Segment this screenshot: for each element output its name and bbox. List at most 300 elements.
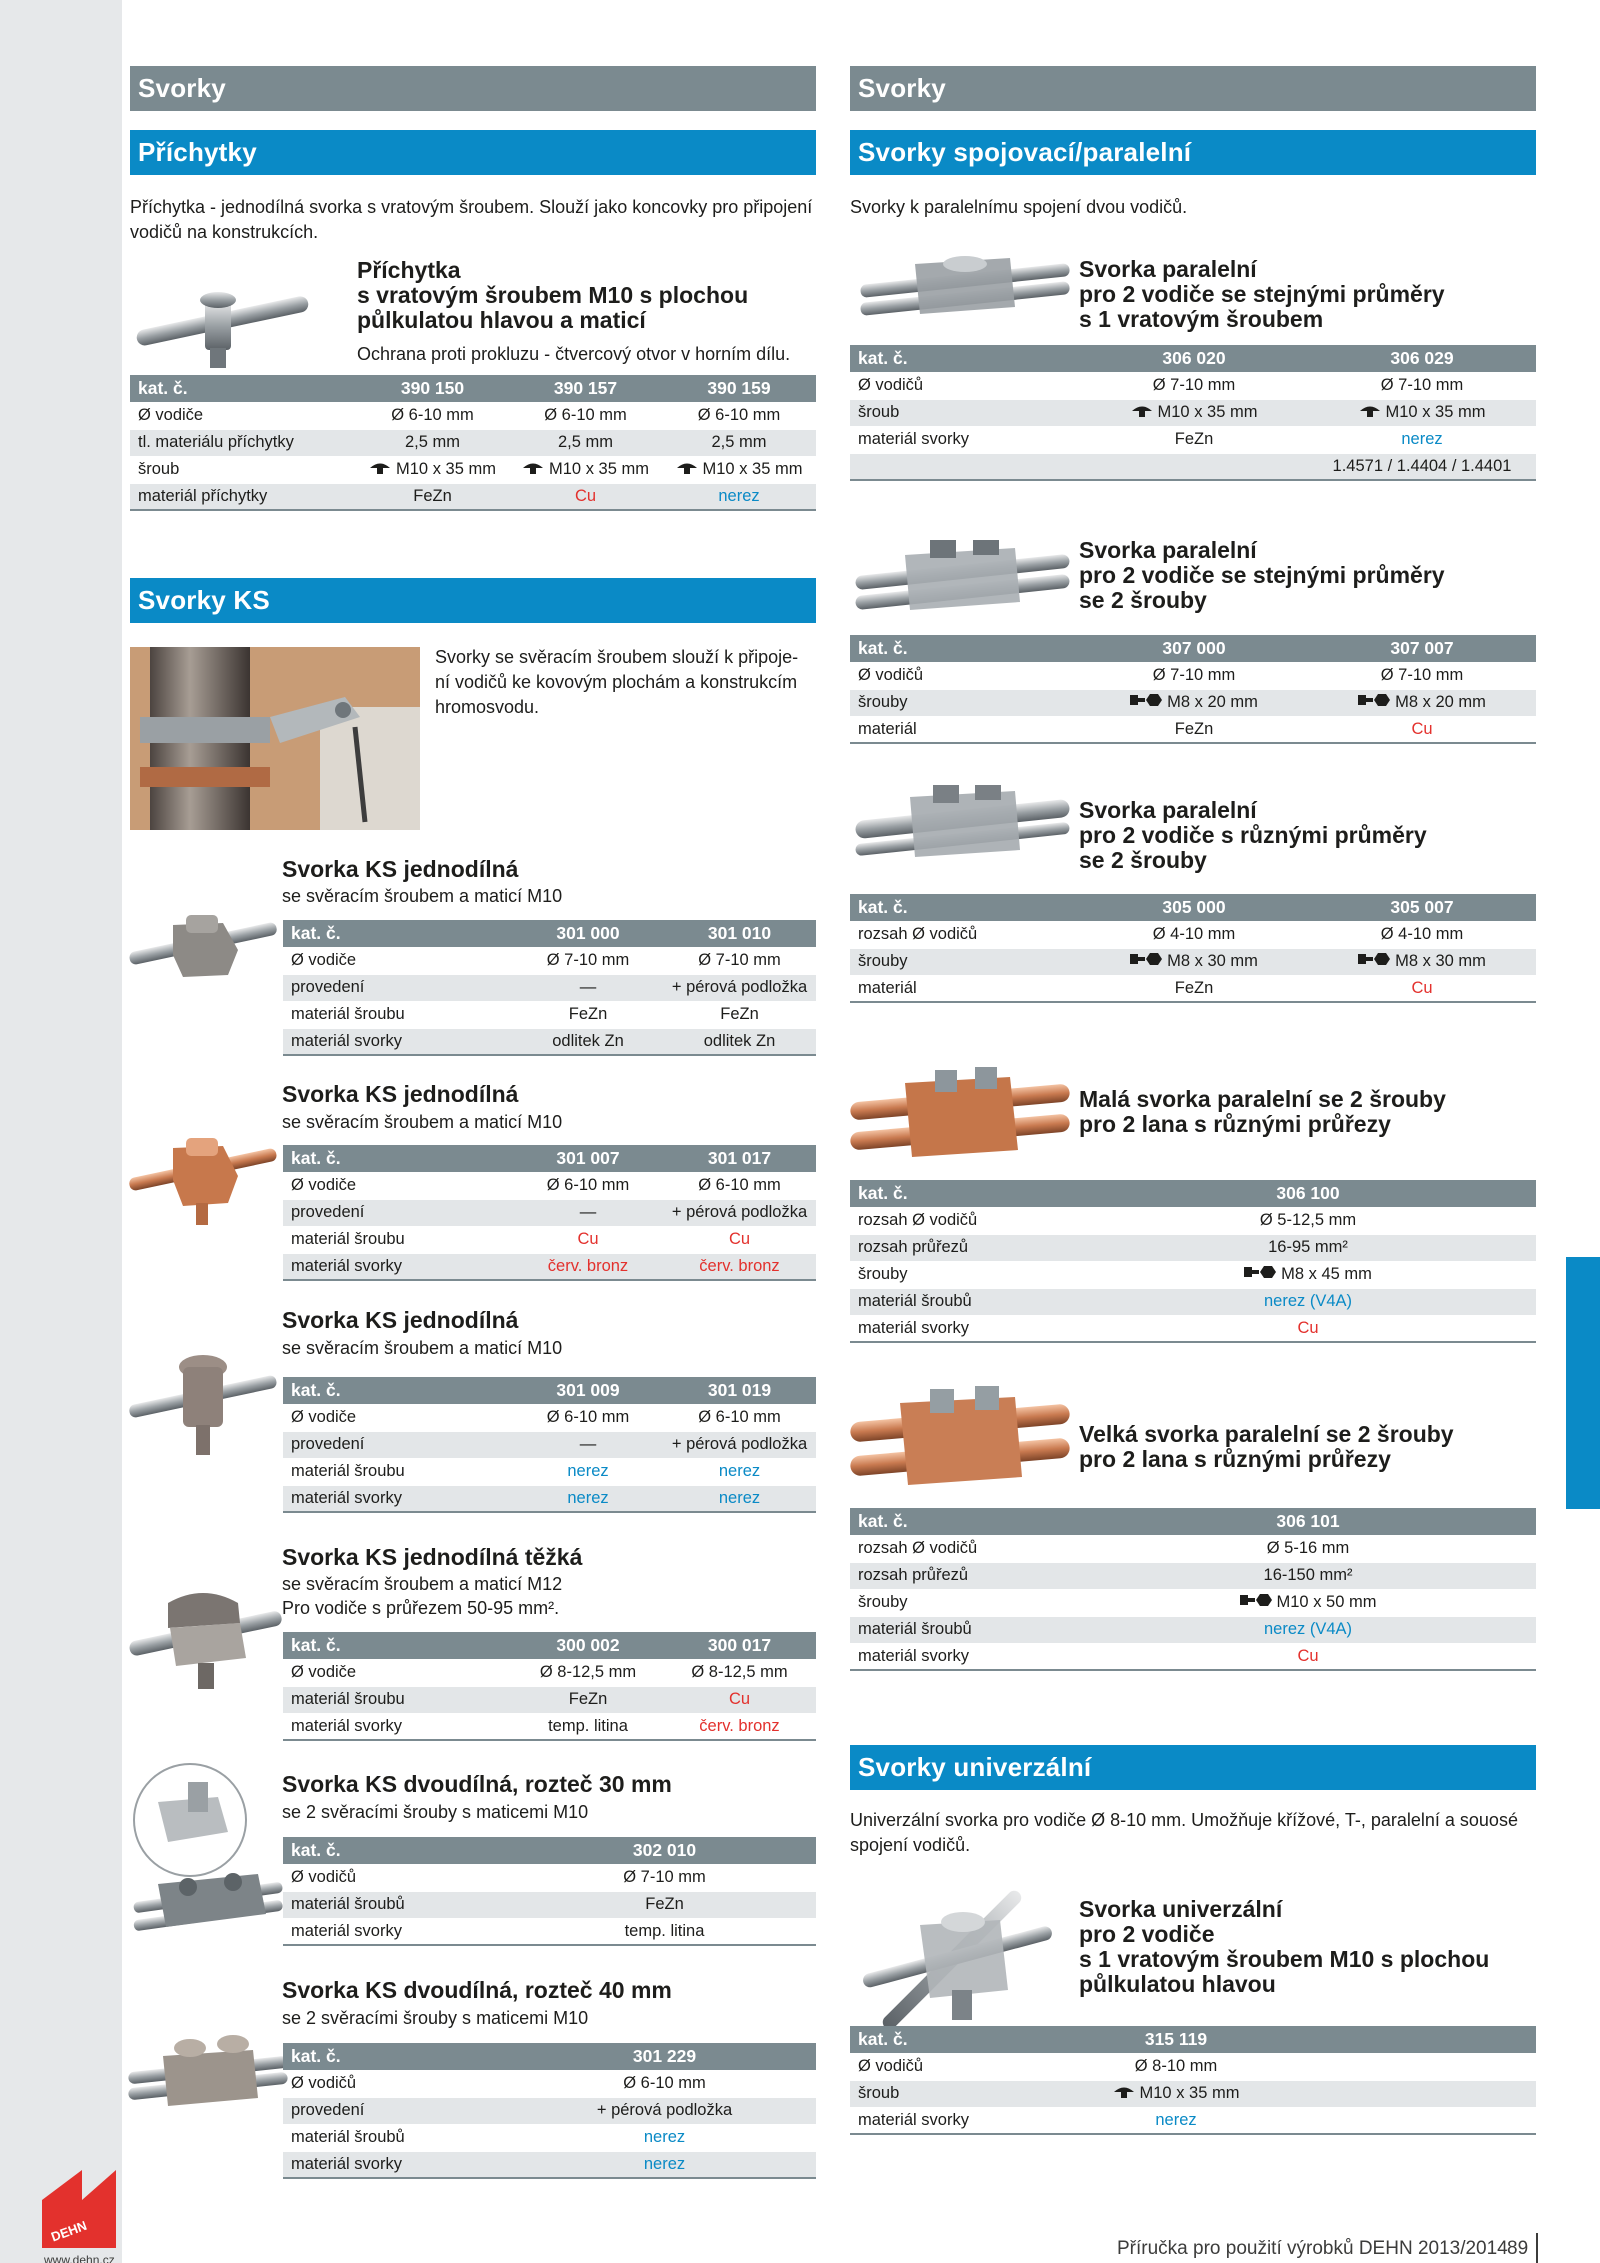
table-header-cell: 301 010 <box>663 920 816 947</box>
svorka-r3-title-line2: pro 2 vodiče s různými průměry <box>1079 822 1427 848</box>
cell: + pérová podložka <box>663 1199 816 1226</box>
cell: Ø 7-10 mm <box>513 947 663 974</box>
ks-intro-line2: ní vodičů ke kovovým plochám a konstrukcím <box>435 672 798 692</box>
cell: FeZn <box>663 1001 816 1028</box>
row-label: materiál svorky <box>283 2151 513 2178</box>
row-label: šrouby <box>850 948 1080 975</box>
ks-301009-photo <box>128 1345 278 1460</box>
ks-5-title: Svorka KS dvoudílná, rozteč 30 mm <box>282 1771 672 1797</box>
svorka-r3-title-line1: Svorka paralelní <box>1079 797 1257 823</box>
row-label: rozsah Ø vodičů <box>850 1535 1080 1562</box>
cell: 1.4571 / 1.4404 / 1.4401 <box>1308 453 1536 480</box>
table-row <box>283 1226 816 1253</box>
cell: červ. bronz <box>513 1253 663 1280</box>
row-label: materiál svorky <box>283 1485 513 1512</box>
ks-6-subtitle: se 2 svěracími šrouby s maticemi M10 <box>282 2008 589 2028</box>
table-row <box>283 1659 816 1686</box>
cell-text: M10 x 50 mm <box>1276 1592 1377 1611</box>
page-number: 89 <box>1507 2238 1529 2259</box>
table-header-cell: 306 020 <box>1080 345 1308 372</box>
row-label: materiál šroubu <box>283 1001 513 1028</box>
cell: 16-95 mm² <box>1080 1234 1536 1261</box>
table-row <box>850 1589 1536 1616</box>
cell-text: M8 x 45 mm <box>1281 1264 1372 1283</box>
cell: Ø 5-16 mm <box>1080 1535 1536 1562</box>
svorka-r4-spec-table <box>850 1180 1536 1343</box>
table-header-cell: 301 019 <box>663 1377 816 1404</box>
table-row <box>850 399 1536 426</box>
cell: FeZn <box>513 1686 663 1713</box>
cell: nerez <box>1308 426 1536 453</box>
table-row <box>850 1261 1536 1288</box>
ks-3-spec-table <box>283 1377 816 1513</box>
row-label: Ø vodiče <box>130 402 356 429</box>
table-header-cell: 390 157 <box>509 375 662 402</box>
table-header-cell: 300 017 <box>663 1632 816 1659</box>
table-header-cell: kat. č. <box>850 635 1080 662</box>
cell: nerez <box>663 1485 816 1512</box>
cell: FeZn <box>1080 426 1308 453</box>
cell: FeZn <box>1080 975 1308 1002</box>
table-row <box>283 1001 816 1028</box>
table-header-cell: 301 009 <box>513 1377 663 1404</box>
hex-bolt-nut-icon <box>1130 693 1162 712</box>
left-margin-strip <box>0 0 122 2263</box>
cell <box>1080 689 1308 716</box>
row-label: šroub <box>130 456 356 483</box>
svorka-r5-title-line1: Velká svorka paralelní se 2 šrouby <box>1079 1421 1454 1447</box>
cell: Ø 6-10 mm <box>663 1172 816 1199</box>
carriage-bolt-icon <box>1359 403 1381 422</box>
table-header-cell: 301 007 <box>513 1145 663 1172</box>
cell: Ø 6-10 mm <box>513 1404 663 1431</box>
table-row <box>283 2070 816 2097</box>
table-header-cell: kat. č. <box>283 2043 513 2070</box>
ks-2-subtitle: se svěracím šroubem a maticí M10 <box>282 1112 563 1132</box>
cell: Cu <box>663 1226 816 1253</box>
cell: odlitek Zn <box>663 1028 816 1055</box>
svorka-r5-spec-table <box>850 1508 1536 1671</box>
table-row <box>283 1431 816 1458</box>
svorka-r4-title-line2: pro 2 lana s různými průřezy <box>1079 1111 1391 1137</box>
row-label: šrouby <box>850 1589 1080 1616</box>
table-header-cell: 301 229 <box>513 2043 816 2070</box>
ks-301000-photo <box>128 895 278 995</box>
row-label: materiál <box>850 975 1080 1002</box>
cell: červ. bronz <box>663 1713 816 1740</box>
svorka-r2-title-line2: pro 2 vodiče se stejnými průměry <box>1079 562 1445 588</box>
cell: FeZn <box>513 1891 816 1918</box>
ks-1-spec-table <box>283 920 816 1056</box>
row-label: materiál svorky <box>850 1643 1080 1670</box>
table-row <box>850 1535 1536 1562</box>
table-row <box>283 1028 816 1055</box>
cell-text: M8 x 30 mm <box>1395 951 1486 970</box>
table-row <box>850 426 1536 453</box>
prichytka-spec-table <box>130 375 816 511</box>
cell: červ. bronz <box>663 1253 816 1280</box>
cell: 2,5 mm <box>356 429 509 456</box>
table-header-cell: 300 002 <box>513 1632 663 1659</box>
table-row <box>130 483 816 510</box>
chapter-tab-marker <box>1566 1257 1600 1509</box>
table-row <box>283 1686 816 1713</box>
cell-text: M8 x 20 mm <box>1395 692 1486 711</box>
table-row <box>283 974 816 1001</box>
row-label: rozsah průřezů <box>850 1234 1080 1261</box>
svorka-306020-photo <box>860 252 1070 332</box>
cell: FeZn <box>513 1001 663 1028</box>
table-header-cell: kat. č. <box>850 2026 1080 2053</box>
table-row <box>283 2151 816 2178</box>
svorka-r6-title-line4: půlkulatou hlavou <box>1079 1971 1276 1997</box>
row-label: Ø vodičů <box>283 2070 513 2097</box>
ks-301007-photo <box>128 1118 278 1228</box>
dehn-logo-icon <box>42 2140 116 2248</box>
table-header-cell: kat. č. <box>283 1377 513 1404</box>
table-header-cell: kat. č. <box>283 1145 513 1172</box>
row-label: šroub <box>850 399 1080 426</box>
ks-6-spec-table <box>283 2043 816 2179</box>
table-row <box>283 1918 816 1945</box>
carriage-bolt-icon <box>1131 403 1153 422</box>
table-row <box>283 1485 816 1512</box>
row-label: Ø vodiče <box>283 1404 513 1431</box>
svorka-r6-title-line3: s 1 vratovým šroubem M10 s plochou <box>1079 1946 1490 1972</box>
table-header-cell: 305 007 <box>1308 894 1536 921</box>
cell: nerez <box>513 2151 816 2178</box>
table-row <box>283 1404 816 1431</box>
svorka-r1-spec-table <box>850 345 1536 481</box>
row-label: materiál šroubů <box>850 1288 1080 1315</box>
cell-text: M10 x 35 mm <box>702 459 803 478</box>
cell: Ø 7-10 mm <box>1308 372 1536 399</box>
svorka-306101-photo <box>850 1385 1070 1495</box>
prichytky-intro: Příchytka - jednodílná svorka s vratovým šroubem. Slouží jako koncovky pro připojení vodičů na konstrukcích. <box>130 197 813 242</box>
row-label: šroub <box>850 2080 1080 2107</box>
cell: — <box>513 1431 663 1458</box>
cell: Cu <box>513 1226 663 1253</box>
table-header-cell: kat. č. <box>283 1837 513 1864</box>
row-label: materiál svorky <box>283 1713 513 1740</box>
svorka-r3-title <box>1079 798 1427 873</box>
cell: 2,5 mm <box>662 429 816 456</box>
row-label: šrouby <box>850 689 1080 716</box>
ks-4-note: Pro vodiče s průřezem 50-95 mm². <box>282 1598 560 1618</box>
section-header-univerzalni: Svorky univerzální <box>850 1745 1536 1790</box>
cell: temp. litina <box>513 1918 816 1945</box>
table-row <box>283 1458 816 1485</box>
svorka-r1-title-line1: Svorka paralelní <box>1079 256 1257 282</box>
page-number-divider <box>1536 2233 1538 2263</box>
cell: FeZn <box>1080 716 1308 743</box>
table-header-cell: 306 029 <box>1308 345 1536 372</box>
row-label: rozsah průřezů <box>850 1562 1080 1589</box>
table-row <box>850 716 1536 743</box>
row-label: materiál svorky <box>850 2107 1080 2134</box>
cell: Ø 6-10 mm <box>662 402 816 429</box>
table-row <box>850 975 1536 1002</box>
prichytka-title <box>357 258 748 333</box>
footer-title: Příručka pro použití výrobků DEHN 2013/2014 <box>1117 2238 1508 2259</box>
prichytka-subtitle: Ochrana proti prokluzu - čtvercový otvor v horním dílu. <box>357 344 791 364</box>
hex-bolt-nut-icon <box>1358 952 1390 971</box>
row-label: Ø vodičů <box>283 1864 513 1891</box>
cell: nerez <box>1080 2107 1272 2134</box>
hex-bolt-nut-icon <box>1240 1593 1272 1612</box>
row-label: rozsah Ø vodičů <box>850 1207 1080 1234</box>
svorka-r2-title-line3: se 2 šrouby <box>1079 587 1207 613</box>
cell: Cu <box>509 483 662 510</box>
table-row <box>850 1315 1536 1342</box>
row-label: materiál svorky <box>283 1028 513 1055</box>
row-label: tl. materiálu příchytky <box>130 429 356 456</box>
table-row <box>850 2080 1536 2107</box>
table-row <box>850 662 1536 689</box>
table-header-cell: 390 150 <box>356 375 509 402</box>
cell: Ø 8-10 mm <box>1080 2053 1272 2080</box>
row-label: Ø vodičů <box>850 2053 1080 2080</box>
row-label: materiál svorky <box>850 426 1080 453</box>
svorka-r6-title-line2: pro 2 vodiče <box>1079 1921 1215 1947</box>
svorka-305000-photo <box>855 785 1070 870</box>
hex-bolt-nut-icon <box>1244 1265 1276 1284</box>
ks-3-title: Svorka KS jednodílná <box>282 1307 519 1333</box>
row-label <box>850 453 1080 480</box>
website-url: www.dehn.cz <box>44 2253 115 2263</box>
cell: Cu <box>1308 975 1536 1002</box>
cell <box>1308 689 1536 716</box>
ks-300002-photo <box>128 1578 283 1693</box>
table-header-cell: 306 100 <box>1080 1180 1536 1207</box>
row-label: Ø vodiče <box>283 947 513 974</box>
spojovaci-intro: Svorky k paralelnímu spojení dvou vodičů. <box>850 197 1188 217</box>
cell: + pérová podložka <box>513 2097 816 2124</box>
prichytka-title-line2: s vratovým šroubem M10 s plochou <box>357 282 749 308</box>
table-header-cell-empty <box>1272 2026 1536 2053</box>
cell-text: M10 x 35 mm <box>1157 402 1258 421</box>
carriage-bolt-icon <box>522 460 544 479</box>
svorka-r4-title-line1: Malá svorka paralelní se 2 šrouby <box>1079 1086 1446 1112</box>
section-header-spojovaci: Svorky spojovací/paralelní <box>850 130 1536 175</box>
table-row <box>850 453 1536 480</box>
cell <box>1080 1589 1536 1616</box>
cell: nerez <box>513 1458 663 1485</box>
table-header-cell: 302 010 <box>513 1837 816 1864</box>
table-row <box>850 2053 1536 2080</box>
table-row <box>130 429 816 456</box>
cell: odlitek Zn <box>513 1028 663 1055</box>
svorka-r5-title-line2: pro 2 lana s různými průřezy <box>1079 1446 1391 1472</box>
svorka-r4-title <box>1079 1087 1446 1137</box>
table-header-cell: kat. č. <box>850 1508 1080 1535</box>
cell <box>1080 948 1308 975</box>
svorka-r2-title-line1: Svorka paralelní <box>1079 537 1257 563</box>
cell <box>1308 399 1536 426</box>
ks-2-title: Svorka KS jednodílná <box>282 1081 519 1107</box>
table-header-cell: 315 119 <box>1080 2026 1272 2053</box>
cell: nerez <box>663 1458 816 1485</box>
svorka-r1-title-line3: s 1 vratovým šroubem <box>1079 306 1324 332</box>
row-label: Ø vodičů <box>850 662 1080 689</box>
row-label: materiál šroubů <box>850 1616 1080 1643</box>
ks-5-subtitle: se 2 svěracími šrouby s maticemi M10 <box>282 1802 589 1822</box>
table-header-cell: 305 000 <box>1080 894 1308 921</box>
ks-5-spec-table <box>283 1837 816 1946</box>
svorka-r1-title <box>1079 257 1445 332</box>
svorka-r2-title <box>1079 538 1445 613</box>
univerzalni-intro: Univerzální svorka pro vodiče Ø 8-10 mm. Umožňuje křížové, T-, paralelní a souosé spojení vodičů. <box>850 1810 1518 1855</box>
cell: nerez <box>513 2124 816 2151</box>
row-label: materiál šroubů <box>283 2124 513 2151</box>
ks-1-subtitle: se svěracím šroubem a maticí M10 <box>282 886 563 906</box>
cell: Ø 4-10 mm <box>1080 921 1308 948</box>
cell: Ø 4-10 mm <box>1308 921 1536 948</box>
ks-installation-photo <box>130 647 420 830</box>
row-label: materiál šroubu <box>283 1226 513 1253</box>
cell: — <box>513 1199 663 1226</box>
cell-text: M10 x 35 mm <box>396 459 496 478</box>
table-header-cell: 307 007 <box>1308 635 1536 662</box>
prichytka-title-line3: půlkulatou hlavou a maticí <box>357 307 646 333</box>
section-header-svorky-ks: Svorky KS <box>130 578 816 623</box>
table-header-cell: 306 101 <box>1080 1508 1536 1535</box>
table-header-cell: 390 159 <box>662 375 816 402</box>
cell-text: M8 x 20 mm <box>1167 692 1258 711</box>
table-row <box>850 1234 1536 1261</box>
cell: Ø 6-10 mm <box>513 2070 816 2097</box>
svorka-r3-title-line3: se 2 šrouby <box>1079 847 1207 873</box>
cell: 2,5 mm <box>509 429 662 456</box>
table-row <box>283 1253 816 1280</box>
table-header-cell: 301 017 <box>663 1145 816 1172</box>
table-row <box>283 2124 816 2151</box>
row-label: materiál svorky <box>850 1315 1080 1342</box>
ks-intro <box>435 645 815 720</box>
cell <box>1308 948 1536 975</box>
table-row <box>850 1207 1536 1234</box>
table-row <box>283 1891 816 1918</box>
ks-4-title: Svorka KS jednodílná těžká <box>282 1544 583 1570</box>
cell: Ø 7-10 mm <box>513 1864 816 1891</box>
svorka-r2-spec-table <box>850 635 1536 744</box>
table-header-cell: kat. č. <box>850 1180 1080 1207</box>
table-row <box>283 1172 816 1199</box>
cell: Cu <box>663 1686 816 1713</box>
cell: 16-150 mm² <box>1080 1562 1536 1589</box>
table-row <box>850 689 1536 716</box>
row-label: materiál svorky <box>283 1918 513 1945</box>
table-row <box>283 1864 816 1891</box>
cell: nerez (V4A) <box>1080 1616 1536 1643</box>
row-label: materiál šroubů <box>283 1891 513 1918</box>
cell: Cu <box>1080 1315 1536 1342</box>
row-label: provedení <box>283 1431 513 1458</box>
table-row <box>850 1616 1536 1643</box>
cell: nerez <box>513 1485 663 1512</box>
cell <box>1080 453 1308 480</box>
table-row <box>850 1643 1536 1670</box>
row-label: materiál <box>850 716 1080 743</box>
cell-text: M10 x 35 mm <box>549 459 649 478</box>
cell-text: M10 x 35 mm <box>1385 402 1486 421</box>
table-row <box>283 1713 816 1740</box>
svorka-r5-title <box>1079 1422 1454 1472</box>
cell <box>662 456 816 483</box>
table-row <box>850 921 1536 948</box>
ks-4-subtitle: se svěracím šroubem a maticí M12 <box>282 1574 563 1594</box>
svorka-r3-spec-table <box>850 894 1536 1003</box>
table-header-cell: kat. č. <box>850 345 1080 372</box>
table-header-cell: 307 000 <box>1080 635 1308 662</box>
cell-text: M10 x 35 mm <box>1139 2083 1240 2102</box>
cell: Cu <box>1080 1643 1536 1670</box>
row-label: Ø vodičů <box>850 372 1080 399</box>
cell: Ø 7-10 mm <box>663 947 816 974</box>
row-label: materiál šroubu <box>283 1458 513 1485</box>
table-header-cell: kat. č. <box>850 894 1080 921</box>
ks-302010-photo <box>128 1762 288 1942</box>
section-header-svorky-left: Svorky <box>130 66 816 111</box>
cell: temp. litina <box>513 1713 663 1740</box>
carriage-bolt-icon <box>676 460 698 479</box>
table-row <box>850 1288 1536 1315</box>
cell: Ø 8-12,5 mm <box>513 1659 663 1686</box>
ks-intro-line3: hromosvodu. <box>435 697 540 717</box>
carriage-bolt-icon <box>369 460 391 479</box>
cell: — <box>513 974 663 1001</box>
section-header-prichytky: Příchytky <box>130 130 816 175</box>
table-row <box>850 948 1536 975</box>
table-row <box>130 402 816 429</box>
row-label: provedení <box>283 1199 513 1226</box>
dehn-logo-text: DEHN <box>49 2217 89 2245</box>
cell <box>1080 399 1308 426</box>
cell <box>509 456 662 483</box>
cell: FeZn <box>356 483 509 510</box>
prichytka-product-photo <box>130 280 315 370</box>
cell <box>356 456 509 483</box>
ks-intro-line1: Svorky se svěracím šroubem slouží k připoje- <box>435 647 799 667</box>
cell: Ø 6-10 mm <box>509 402 662 429</box>
ks-1-title: Svorka KS jednodílná <box>282 856 519 882</box>
row-label: Ø vodiče <box>283 1172 513 1199</box>
row-label: rozsah Ø vodičů <box>850 921 1080 948</box>
svorka-307000-photo <box>855 540 1070 625</box>
cell-empty <box>1272 2107 1536 2134</box>
ks-4-spec-table <box>283 1632 816 1741</box>
table-header-cell: kat. č. <box>283 920 513 947</box>
ks-301229-photo <box>128 2028 288 2128</box>
cell: Ø 6-10 mm <box>663 1404 816 1431</box>
table-row <box>283 947 816 974</box>
table-header-cell: 301 000 <box>513 920 663 947</box>
ks-2-spec-table <box>283 1145 816 1281</box>
table-row <box>283 1199 816 1226</box>
carriage-bolt-icon <box>1113 2084 1135 2103</box>
table-row <box>283 2097 816 2124</box>
prichytka-title-line1: Příchytka <box>357 257 461 283</box>
row-label: materiál šroubu <box>283 1686 513 1713</box>
svorka-315119-photo <box>860 1880 1055 2035</box>
cell: Ø 7-10 mm <box>1080 372 1308 399</box>
section-header-svorky-right: Svorky <box>850 66 1536 111</box>
row-label: materiál svorky <box>283 1253 513 1280</box>
cell: Ø 5-12,5 mm <box>1080 1207 1536 1234</box>
table-row <box>130 456 816 483</box>
cell: Ø 7-10 mm <box>1080 662 1308 689</box>
row-label: šrouby <box>850 1261 1080 1288</box>
